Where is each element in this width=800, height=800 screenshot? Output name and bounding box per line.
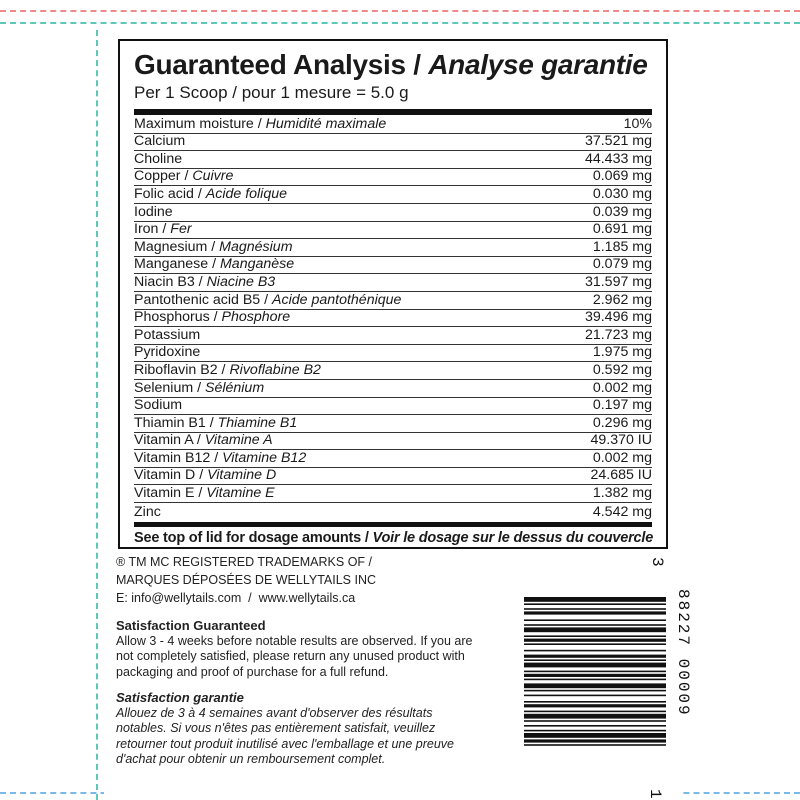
table-row <box>134 186 652 204</box>
barcode-bar <box>524 683 666 688</box>
nutrient-name <box>134 504 161 521</box>
nutrient-value: 37.521 mg <box>584 133 652 150</box>
title-fr: Analyse garantie <box>428 49 648 80</box>
barcode-bar <box>524 720 666 722</box>
barcode-bar <box>524 711 666 713</box>
table-row <box>134 239 652 257</box>
table-row <box>134 151 652 169</box>
nutrient-name-fr: Thiamine B1 <box>217 414 298 431</box>
satisfaction-title-fr: Satisfaction garantie <box>116 690 244 705</box>
nutrient-name <box>134 327 200 344</box>
table-row <box>134 222 652 240</box>
barcode <box>524 553 692 799</box>
nutrient-name-fr: Vitamine E <box>206 485 275 502</box>
nutrient-name-fr: Niacine B3 <box>206 273 276 290</box>
nutrient-name: Pantothenic acid B5 / Acide pantothénique <box>134 291 402 308</box>
nutrient-name-en: Zinc <box>134 503 161 520</box>
table-row <box>134 433 652 451</box>
table-row <box>134 257 652 275</box>
table-row <box>134 134 652 152</box>
nutrient-name: Niacin B3 / Niacine B3 <box>134 273 276 290</box>
barcode-bar <box>524 690 666 692</box>
nutrient-name-en: Calcium <box>134 133 186 150</box>
thick-divider <box>134 109 652 115</box>
nutrient-value: 1.185 mg <box>592 238 652 255</box>
barcode-bar <box>524 733 666 738</box>
nutrient-value: 0.069 mg <box>592 168 652 185</box>
table-row <box>134 310 652 328</box>
trademark-block <box>116 553 476 607</box>
nutrient-name-fr: Cuivre <box>192 168 234 185</box>
barcode-bar <box>524 611 666 614</box>
nutrient-name: Vitamin E / Vitamine E <box>134 485 275 502</box>
nutrient-name-en: Riboflavin B2 <box>134 361 218 378</box>
nutrient-name-en: Copper <box>134 168 181 185</box>
nutrient-value: 0.039 mg <box>592 203 652 220</box>
nutrient-name-en: Phosphorus <box>134 309 210 326</box>
table-row <box>134 274 652 292</box>
nutrient-name-fr: Sélénium <box>204 379 265 396</box>
nutrient-name-en: Vitamin E <box>134 485 195 502</box>
table-row <box>134 398 652 416</box>
nutrient-name: Vitamin D / Vitamine D <box>134 467 277 484</box>
barcode-bar <box>524 639 666 642</box>
nutrient-name-en: Iron <box>134 221 159 238</box>
nutrient-value: 10% <box>623 115 652 132</box>
trademark-line: ® TM MC REGISTERED TRADEMARKS OF / <box>116 555 372 569</box>
nutrient-name-fr: Magnésium <box>219 238 293 255</box>
nutrient-name-fr: Manganèse <box>219 256 295 273</box>
barcode-bar <box>524 643 666 645</box>
decorative-dashed-line-red <box>0 10 800 12</box>
barcode-bar <box>524 671 666 673</box>
satisfaction-body-fr: Allouez de 3 à 4 semaines avant d'observer des résultats notables. Si vous n'êtes pas entièrement satisfait, veuillez retourner tout produit inutilisé avec l'emballage et une preuve d'achat pour obtenir un remboursement complet. <box>116 705 455 766</box>
nutrient-value: 0.079 mg <box>592 256 652 273</box>
nutrient-name <box>134 151 182 168</box>
nutrient-name: Maximum moisture / Humidité maximale <box>134 115 387 132</box>
trademark-line: MARQUES DÉPOSÉES DE WELLYTAILS INC <box>116 573 377 587</box>
barcode-bar <box>524 627 666 632</box>
nutrient-name-en: Vitamin D <box>134 467 196 484</box>
table-row <box>134 380 652 398</box>
nutrient-value: 0.002 mg <box>592 379 652 396</box>
nutrient-name: Selenium / Sélénium <box>134 379 265 396</box>
nutrient-value: 0.030 mg <box>592 185 652 202</box>
barcode-bar <box>524 730 666 732</box>
barcode-bar <box>524 659 666 661</box>
nutrient-name-fr: Humidité maximale <box>265 115 387 132</box>
table-row <box>134 468 652 486</box>
table-row <box>134 362 652 380</box>
satisfaction-fr <box>116 690 486 768</box>
nutrient-value: 31.597 mg <box>584 273 652 290</box>
satisfaction-body-en: Allow 3 - 4 weeks before notable results are observed. If you are not completely satisfied, please return any unused product with packaging and proof of purchase for a full refund. <box>116 633 473 679</box>
barcode-bar <box>524 603 666 605</box>
nutrient-value: 0.002 mg <box>592 449 652 466</box>
product-label <box>104 25 692 800</box>
barcode-bar <box>524 674 666 677</box>
nutrient-name: Copper / Cuivre <box>134 168 234 185</box>
nutrient-name-en: Vitamin B12 <box>134 449 211 466</box>
table-row <box>134 503 652 521</box>
barcode-bar <box>524 744 666 746</box>
nutrient-name <box>134 204 173 221</box>
satisfaction-block <box>116 618 486 768</box>
barcode-bar <box>524 725 666 727</box>
decorative-dashed-line-teal <box>0 22 800 24</box>
nutrient-name-fr: Acide pantothénique <box>272 291 402 308</box>
nutrient-name-en: Sodium <box>134 397 183 414</box>
nutrient-name: Riboflavin B2 / Rivoflabine B2 <box>134 361 321 378</box>
table-row <box>134 116 652 134</box>
nutrient-value: 24.685 IU <box>590 467 652 484</box>
nutrient-value: 0.691 mg <box>592 221 652 238</box>
nutrient-name-en: Magnesium <box>134 238 208 255</box>
nutrient-name <box>134 133 185 150</box>
title-en: Guaranteed Analysis / <box>134 49 421 80</box>
dosage-note-fr: Voir le dosage sur le dessus du couvercle <box>372 529 654 546</box>
table-row <box>134 345 652 363</box>
nutrient-name: Magnesium / Magnésium <box>134 238 293 255</box>
table-row <box>134 450 652 468</box>
barcode-top-digit: 3 <box>648 557 666 567</box>
nutrient-value: 21.723 mg <box>584 326 652 343</box>
barcode-bar <box>524 624 666 626</box>
nutrient-name: Vitamin B12 / Vitamine B12 <box>134 449 307 466</box>
barcode-bar <box>524 608 666 610</box>
nutrient-name-en: Iodine <box>134 203 173 220</box>
table-row <box>134 327 652 345</box>
nutrient-name-en: Selenium <box>134 379 194 396</box>
nutrient-value: 1.382 mg <box>592 485 652 502</box>
barcode-digits: 88227 00009 <box>674 589 692 717</box>
dosage-note <box>134 530 652 546</box>
nutrient-name-en: Pantothenic acid B5 <box>134 291 261 308</box>
nutrient-value: 0.592 mg <box>592 361 652 378</box>
contact-info: E: info@wellytails.com / www.wellytails.ca <box>116 591 356 605</box>
guaranteed-analysis-panel <box>118 39 668 549</box>
barcode-bars <box>524 597 666 797</box>
nutrient-value: 0.197 mg <box>592 397 652 414</box>
nutrient-value: 49.370 IU <box>590 432 652 449</box>
nutrient-table <box>134 116 652 521</box>
nutrient-name-en: Vitamin A <box>134 432 193 449</box>
serving-size: Per 1 Scoop / pour 1 mesure = 5.0 g <box>134 83 409 102</box>
nutrient-name-en: Choline <box>134 150 183 167</box>
table-row <box>134 292 652 310</box>
decorative-dashed-line-teal-vertical <box>96 30 98 800</box>
nutrient-name-en: Niacin B3 <box>134 273 195 290</box>
nutrient-name: Iron / Fer <box>134 221 192 238</box>
nutrient-name: Folic acid / Acide folique <box>134 185 288 202</box>
thick-divider <box>134 522 652 527</box>
nutrient-name: Phosphorus / Phosphore <box>134 309 291 326</box>
barcode-bottom-digit: 1 <box>646 789 664 799</box>
nutrient-name: Manganese / Manganèse <box>134 256 295 273</box>
nutrient-name-en: Folic acid <box>134 185 194 202</box>
nutrient-name <box>134 344 200 361</box>
barcode-bar <box>524 663 666 668</box>
nutrient-value: 39.496 mg <box>584 309 652 326</box>
nutrient-name-en: Manganese <box>134 256 209 273</box>
nutrient-name-en: Potassium <box>134 326 201 343</box>
nutrient-name-fr: Phosphore <box>221 309 291 326</box>
barcode-bar <box>524 597 666 602</box>
nutrient-name <box>134 397 182 414</box>
nutrient-name: Vitamin A / Vitamine A <box>134 432 273 449</box>
nutrient-value: 1.975 mg <box>592 344 652 361</box>
table-row <box>134 485 652 503</box>
barcode-bar <box>524 701 666 703</box>
barcode-bar <box>524 650 666 652</box>
panel-title <box>134 49 652 81</box>
barcode-bar <box>524 655 666 658</box>
nutrient-value: 4.542 mg <box>592 503 652 520</box>
nutrient-name-en: Thiamin B1 <box>134 414 206 431</box>
barcode-bar <box>524 739 666 742</box>
table-row <box>134 169 652 187</box>
barcode-bar <box>524 635 666 637</box>
dosage-note-en: See top of lid for dosage amounts / <box>134 529 369 546</box>
nutrient-value: 2.962 mg <box>592 291 652 308</box>
satisfaction-title-en: Satisfaction Guaranteed <box>116 618 266 633</box>
nutrient-name-en: Maximum moisture <box>134 115 254 132</box>
nutrient-name-fr: Vitamine D <box>207 467 277 484</box>
nutrient-value: 0.296 mg <box>592 414 652 431</box>
barcode-bar <box>524 704 666 707</box>
nutrient-name: Thiamin B1 / Thiamine B1 <box>134 414 298 431</box>
table-row <box>134 415 652 433</box>
nutrient-name-fr: Rivoflabine B2 <box>229 361 321 378</box>
table-row <box>134 204 652 222</box>
nutrient-value: 44.433 mg <box>584 150 652 167</box>
barcode-bar <box>524 695 666 697</box>
nutrient-name-fr: Vitamine A <box>204 432 273 449</box>
barcode-bar <box>524 679 666 681</box>
barcode-bar <box>524 619 666 621</box>
nutrient-name-fr: Vitamine B12 <box>222 449 307 466</box>
barcode-bar <box>524 714 666 719</box>
nutrient-name-en: Pyridoxine <box>134 344 201 361</box>
nutrient-name-fr: Acide folique <box>205 185 288 202</box>
nutrient-name-fr: Fer <box>170 221 192 238</box>
